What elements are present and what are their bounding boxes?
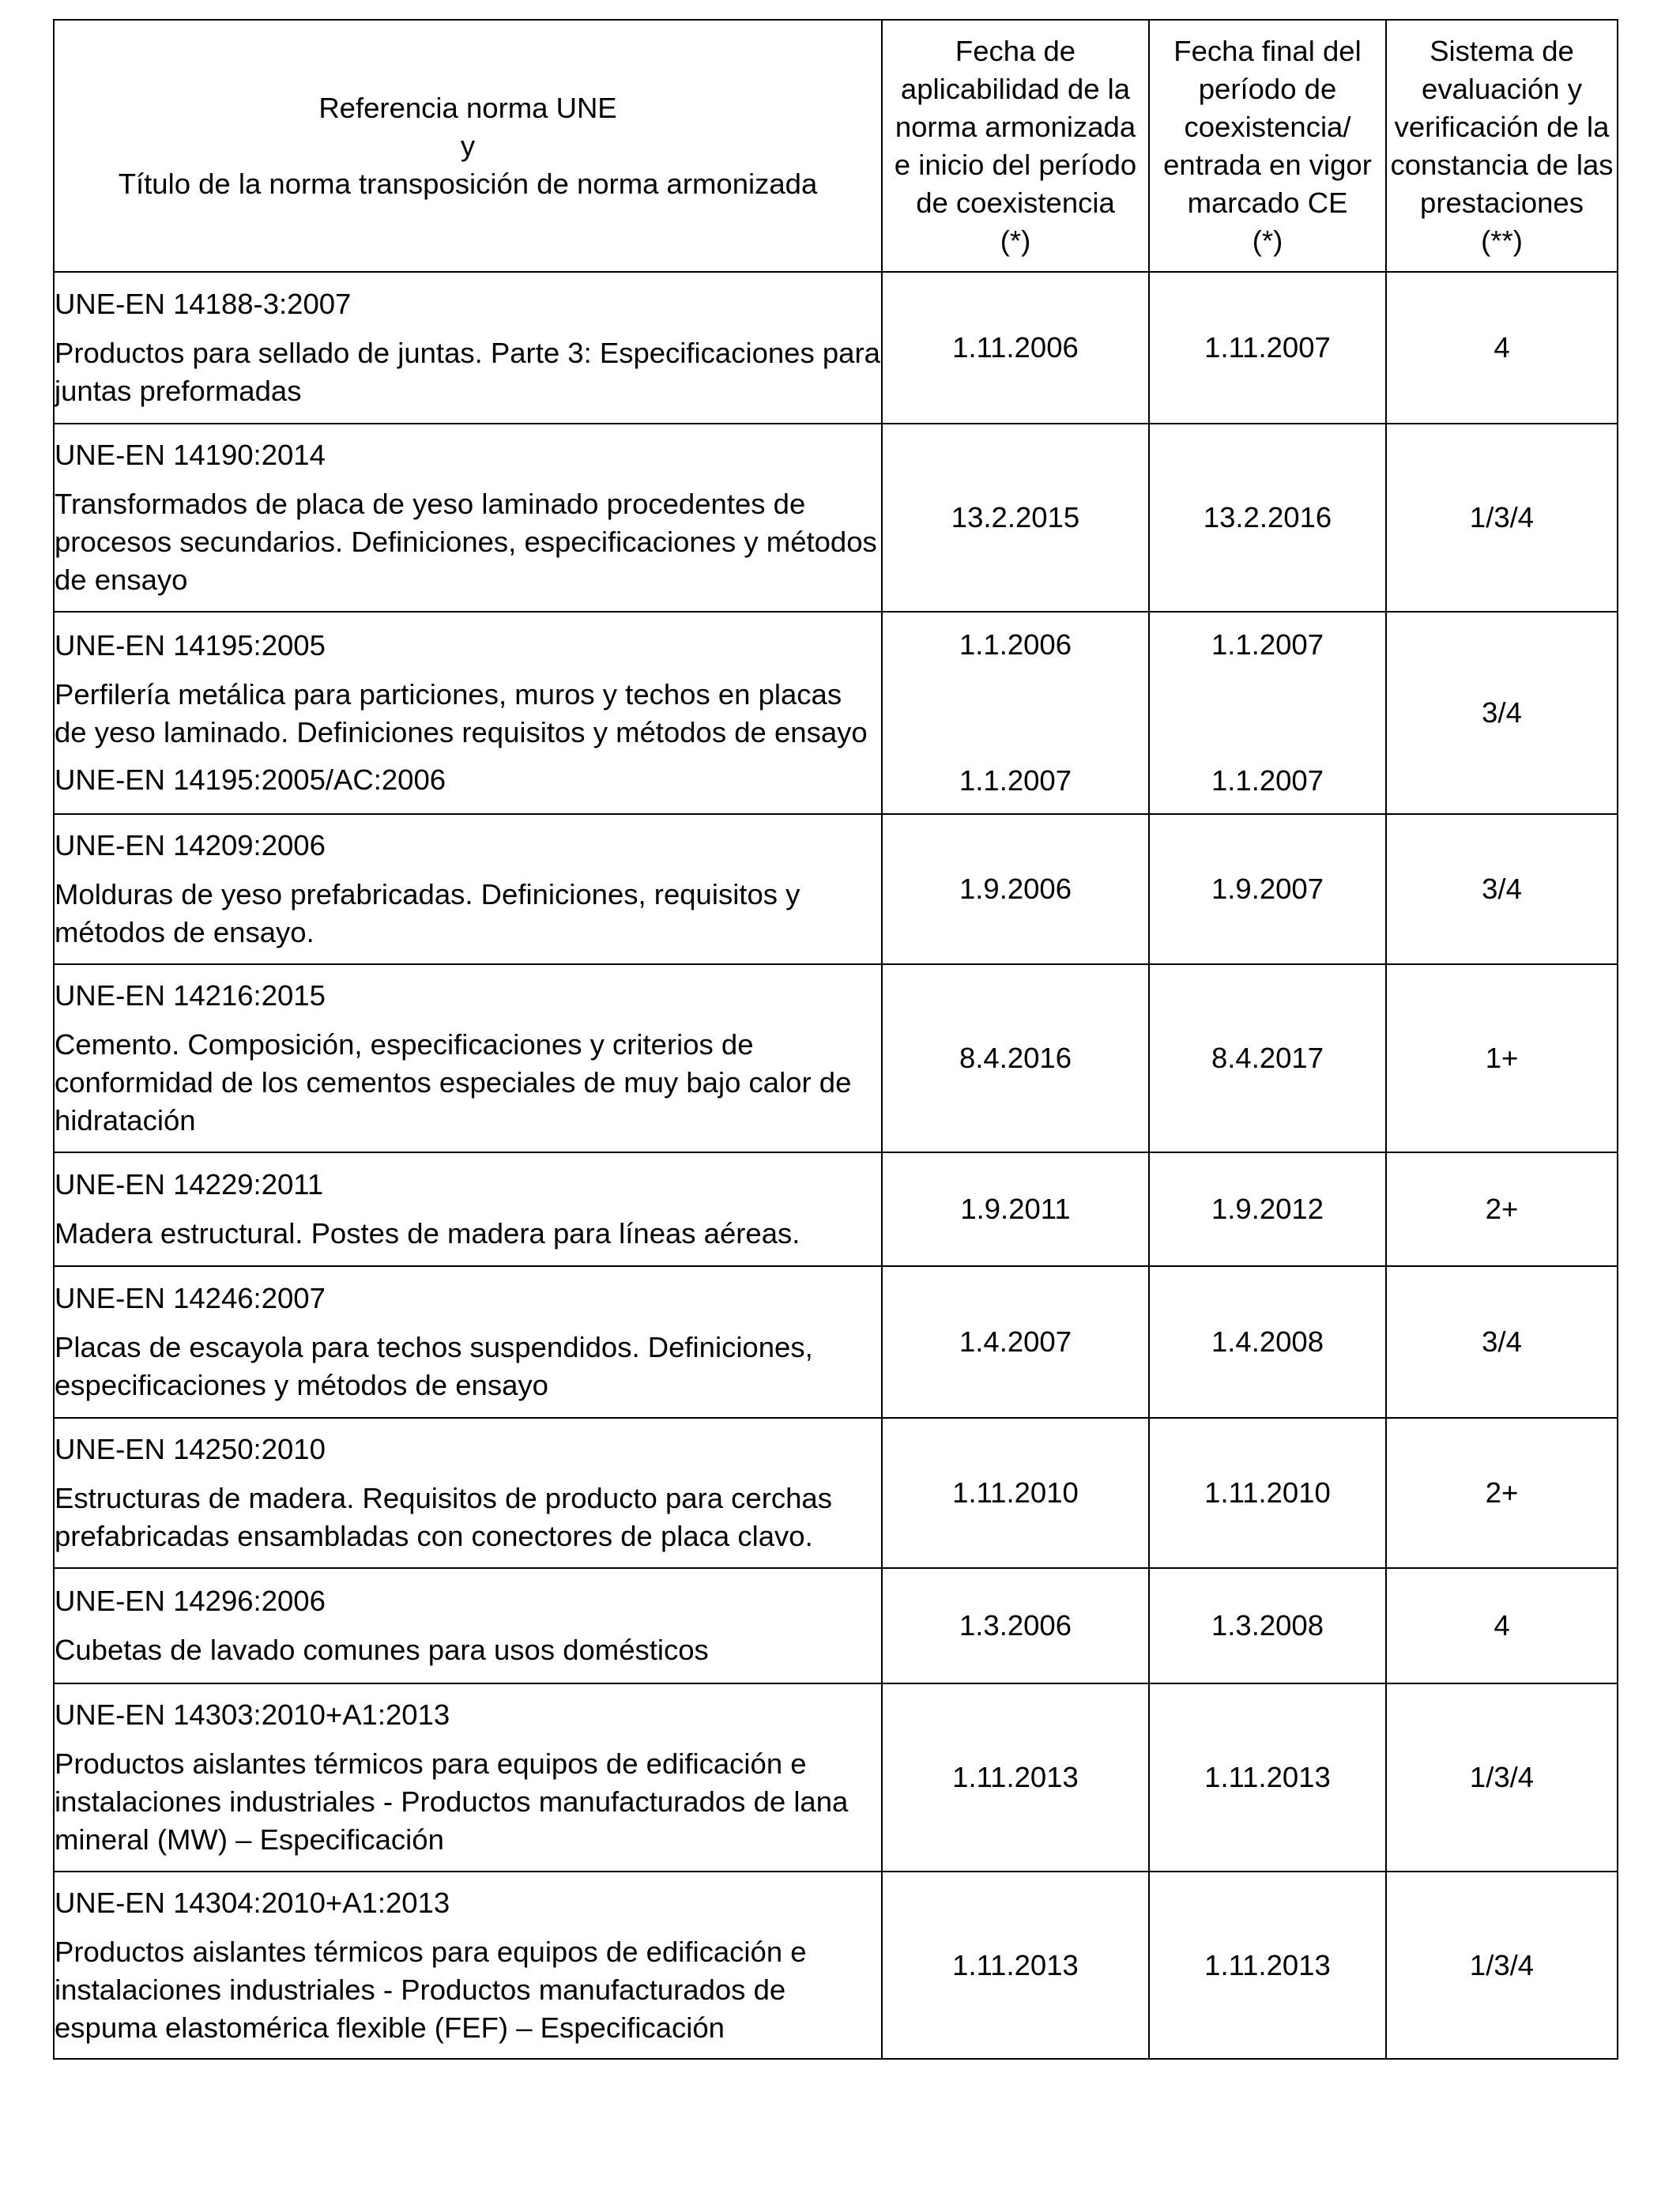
end-date-cell: 1.11.2013: [1149, 1683, 1386, 1872]
system-cell: 3/4: [1386, 1266, 1618, 1418]
table-row: [54, 814, 1618, 964]
end-date-cell: 1.11.2010: [1149, 1418, 1386, 1568]
system-cell: 4: [1386, 272, 1618, 424]
norms-table: [53, 19, 1618, 2060]
header-line: marcado CE: [1187, 186, 1348, 219]
start-date-cell: 8.4.2016: [882, 964, 1149, 1152]
system-cell: 1+: [1386, 964, 1618, 1152]
start-date-cell: 1.11.2013: [882, 1872, 1149, 2059]
reference-cell: [54, 612, 882, 814]
reference-cell: [54, 814, 882, 964]
system-cell: 4: [1386, 1568, 1618, 1683]
header-line: constancia de las: [1390, 148, 1614, 181]
header-line: Fecha final del: [1173, 34, 1362, 67]
norm-title: Transformados de placa de yeso laminado procedentes de procesos secundarios. Definiciones, especificaciones y métodos de ensayo: [55, 488, 877, 596]
norm-code: UNE-EN 14250:2010: [55, 1433, 326, 1465]
header-line: Título de la norma transposición de norma armonizada: [118, 167, 818, 200]
norm-code: UNE-EN 14304:2010+A1:2013: [55, 1886, 450, 1919]
start-date-corrigendum: 1.1.2007: [959, 764, 1072, 797]
norm-code: UNE-EN 14246:2007: [55, 1282, 326, 1314]
norm-code: UNE-EN 14190:2014: [55, 439, 326, 471]
norm-code: UNE-EN 14296:2006: [55, 1585, 326, 1617]
end-date-cell: 13.2.2016: [1149, 424, 1386, 612]
table-row: [54, 1152, 1618, 1266]
norm-title: Productos aislantes térmicos para equipos de edificación e instalaciones industriales - Productos manufacturados de espuma elastomérica flexible (FEF) – Especificación: [55, 1935, 807, 2044]
system-cell: 2+: [1386, 1418, 1618, 1568]
header-line: entrada en vigor: [1163, 148, 1372, 181]
norm-title: Cubetas de lavado comunes para usos domésticos: [55, 1634, 709, 1666]
end-date-cell: 1.4.2008: [1149, 1266, 1386, 1418]
header-line: (**): [1481, 224, 1523, 257]
reference-cell: [54, 1683, 882, 1872]
header-line: Referencia norma UNE: [318, 91, 617, 124]
start-date-cell: [882, 612, 1149, 814]
end-date-cell: 1.11.2013: [1149, 1872, 1386, 2059]
system-cell: 3/4: [1386, 612, 1618, 814]
reference-cell: [54, 964, 882, 1152]
system-cell: 1/3/4: [1386, 1872, 1618, 2059]
reference-cell: [54, 1152, 882, 1266]
norm-title: Estructuras de madera. Requisitos de producto para cerchas prefabricadas ensambladas con conectores de placa clavo.: [55, 1482, 832, 1552]
header-line: norma armonizada: [895, 110, 1136, 143]
table-row: [54, 1418, 1618, 1568]
header-start-date: [882, 20, 1149, 272]
norm-title: Productos aislantes térmicos para equipos de edificación e instalaciones industriales - Productos manufacturados de lana mineral (MW) – Especificación: [55, 1747, 849, 1856]
header-line: Sistema de: [1430, 34, 1574, 67]
header-line: de coexistencia: [916, 186, 1115, 219]
reference-cell: [54, 1266, 882, 1418]
start-date-cell: 1.11.2013: [882, 1683, 1149, 1872]
reference-cell: [54, 1418, 882, 1568]
header-line: (*): [1252, 224, 1283, 257]
end-date: 1.1.2007: [1211, 628, 1324, 661]
reference-cell: [54, 424, 882, 612]
table-row: [54, 1683, 1618, 1872]
norm-code: UNE-EN 14188-3:2007: [55, 288, 352, 320]
table-row: [54, 272, 1618, 424]
table-row: [54, 1568, 1618, 1683]
start-date-cell: 1.4.2007: [882, 1266, 1149, 1418]
system-cell: 3/4: [1386, 814, 1618, 964]
header-line: e inicio del período: [894, 148, 1137, 181]
start-date-cell: 1.11.2006: [882, 272, 1149, 424]
system-cell: 1/3/4: [1386, 424, 1618, 612]
header-end-date: [1149, 20, 1386, 272]
start-date-cell: 13.2.2015: [882, 424, 1149, 612]
header-line: período de: [1198, 72, 1337, 105]
start-date: 1.1.2006: [959, 628, 1072, 661]
table-row: [54, 1872, 1618, 2059]
end-date-cell: 8.4.2017: [1149, 964, 1386, 1152]
end-date-cell: 1.9.2007: [1149, 814, 1386, 964]
header-line: (*): [1000, 224, 1031, 257]
norm-title: Molduras de yeso prefabricadas. Definiciones, requisitos y métodos de ensayo.: [55, 878, 800, 948]
system-cell: 1/3/4: [1386, 1683, 1618, 1872]
norm-title: Cemento. Composición, especificaciones y criterios de conformidad de los cementos especiales de muy bajo calor de hidratación: [55, 1028, 852, 1137]
header-row: [54, 20, 1618, 272]
start-date-cell: 1.11.2010: [882, 1418, 1149, 1568]
header-line: Fecha de: [955, 34, 1076, 67]
header-line: prestaciones: [1420, 186, 1584, 219]
start-date-cell: 1.3.2006: [882, 1568, 1149, 1683]
header-line: y: [460, 129, 476, 162]
reference-cell: [54, 272, 882, 424]
end-date-cell: 1.3.2008: [1149, 1568, 1386, 1683]
header-line: aplicabilidad de la: [900, 72, 1131, 105]
header-system: [1386, 20, 1618, 272]
norm-code: UNE-EN 14216:2015: [55, 979, 326, 1012]
reference-cell: [54, 1872, 882, 2059]
end-date-cell: [1149, 612, 1386, 814]
norm-code: UNE-EN 14209:2006: [55, 829, 326, 861]
start-date-cell: 1.9.2011: [882, 1152, 1149, 1266]
norm-code: UNE-EN 14195:2005: [55, 629, 326, 662]
table-row: [54, 612, 1618, 814]
norm-title: Placas de escayola para techos suspendidos. Definiciones, especificaciones y métodos de ensayo: [55, 1331, 813, 1401]
end-date-cell: 1.11.2007: [1149, 272, 1386, 424]
start-date-cell: 1.9.2006: [882, 814, 1149, 964]
norm-title: Perfilería metálica para particiones, muros y techos en placas de yeso laminado. Definiciones requisitos y métodos de ensayo: [55, 678, 868, 748]
norm-title: Productos para sellado de juntas. Parte 3: Especificaciones para juntas preformadas: [55, 337, 880, 407]
header-line: evaluación y: [1422, 72, 1582, 105]
norm-code: UNE-EN 14229:2011: [55, 1168, 324, 1201]
reference-cell: [54, 1568, 882, 1683]
header-line: verificación de la: [1394, 110, 1610, 143]
norm-title: Madera estructural. Postes de madera para líneas aéreas.: [55, 1217, 800, 1250]
norm-code: UNE-EN 14303:2010+A1:2013: [55, 1698, 450, 1731]
system-cell: 2+: [1386, 1152, 1618, 1266]
table-row: [54, 964, 1618, 1152]
header-line: coexistencia/: [1184, 110, 1351, 143]
header-reference: [54, 20, 882, 272]
table-row: [54, 424, 1618, 612]
end-date-corrigendum: 1.1.2007: [1211, 764, 1324, 797]
norm-corrigendum-code: UNE-EN 14195:2005/AC:2006: [55, 763, 446, 796]
table-row: [54, 1266, 1618, 1418]
end-date-cell: 1.9.2012: [1149, 1152, 1386, 1266]
